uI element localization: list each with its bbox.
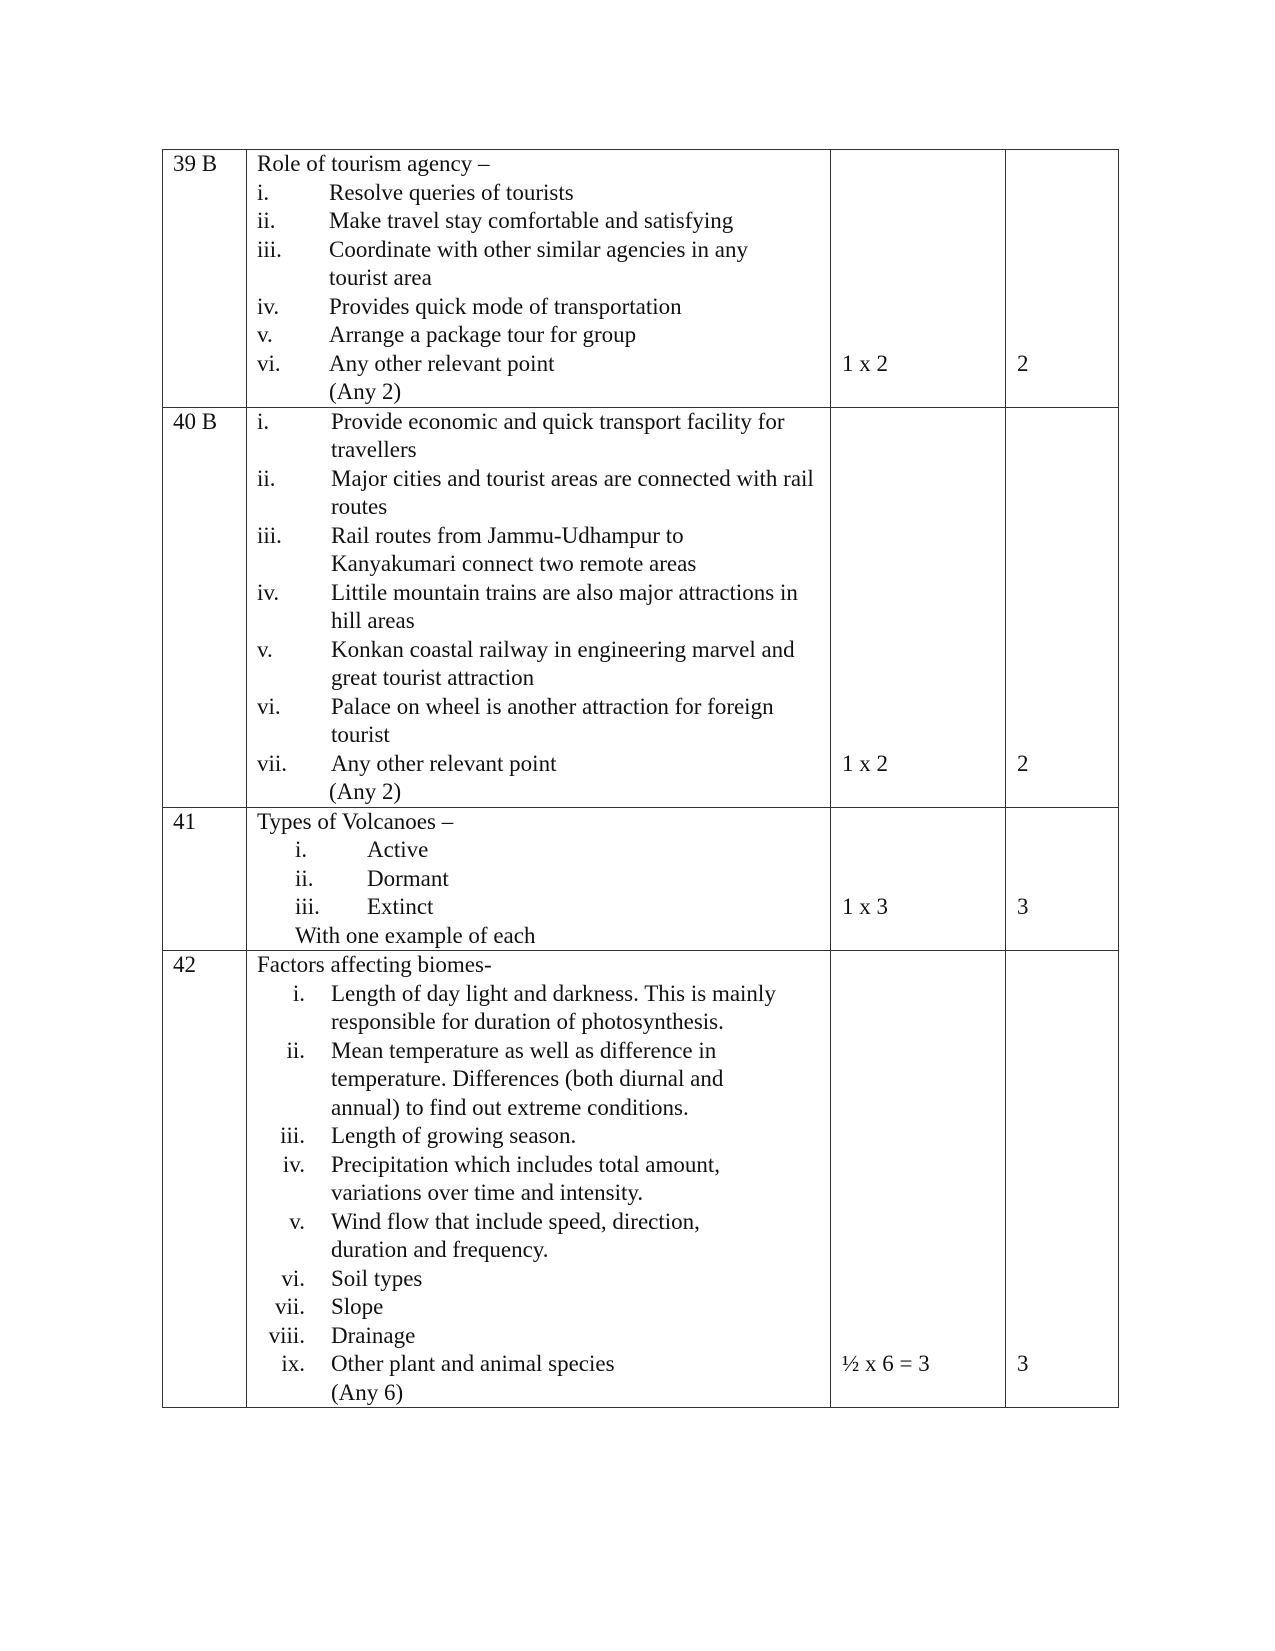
answer-cell (247, 407, 831, 807)
answer-heading: Factors affecting biomes- (257, 952, 492, 977)
answer-note: (Any 2) (329, 379, 402, 404)
answer-note: (Any 6) (331, 1379, 404, 1405)
table-row (163, 150, 1119, 408)
marks-split: 1 x 2 (831, 150, 1006, 408)
answer-heading: Role of tourism agency – (257, 151, 490, 176)
list-item: vi. Soil types (281, 1265, 423, 1291)
list-item: v. Konkan coastal railway in engineering marvel and great tourist attraction (257, 636, 795, 690)
question-number: 42 (163, 951, 247, 1408)
marks-split: ½ x 6 = 3 (831, 951, 1006, 1408)
list-item: iv. Littile mountain trains are also major attractions in hill areas (257, 579, 798, 633)
list-item: ii. Mean temperature as well as difference in temperature. Differences (both diurnal and annual) to find out extreme conditions. (286, 1037, 724, 1120)
question-number: 39 B (163, 150, 247, 408)
answer-cell (247, 150, 831, 408)
list-item: ii. Major cities and tourist areas are connected with rail routes (257, 465, 814, 519)
list-item: v. Wind flow that include speed, direction, duration and frequency. (289, 1208, 700, 1262)
list-item: iii. Coordinate with other similar agencies in any tourist area (257, 236, 748, 290)
list-item: v. Arrange a package tour for group (257, 322, 637, 347)
table-row (163, 807, 1119, 951)
list-item: vi. Palace on wheel is another attraction for foreign tourist (257, 693, 774, 747)
answer-cell (247, 807, 831, 951)
list-item: iii. Length of growing season. (280, 1123, 577, 1148)
answer-cell (247, 951, 831, 1408)
table-row (163, 407, 1119, 807)
marks-total: 2 (1006, 407, 1119, 807)
table-row (163, 951, 1119, 1408)
answer-note: With one example of each (295, 922, 536, 948)
list-item: i. Resolve queries of tourists (257, 179, 574, 205)
question-number: 41 (163, 807, 247, 951)
marks-total: 3 (1006, 951, 1119, 1408)
answer-heading: Types of Volcanoes – (257, 808, 454, 834)
marks-split: 1 x 3 (831, 807, 1006, 951)
list-item: iii. Extinct (295, 894, 434, 919)
marks-split: 1 x 2 (831, 407, 1006, 807)
marks-total: 3 (1006, 807, 1119, 951)
list-item: iii. Rail routes from Jammu-Udhampur to Kanyakumari connect two remote areas (257, 522, 697, 576)
list-item: ii. Dormant (295, 865, 449, 891)
list-item: iv. Precipitation which includes total amount, variations over time and intensity. (282, 1151, 721, 1205)
question-number: 40 B (163, 407, 247, 807)
list-item: i. Length of day light and darkness. This is mainly responsible for duration of photosynthesis. (292, 980, 776, 1034)
list-item: vii. Slope (274, 1294, 384, 1319)
list-item: ix. Other plant and animal species (281, 1351, 615, 1376)
list-item: iv. Provides quick mode of transportation (257, 293, 682, 319)
list-item: ii. Make travel stay comfortable and satisfying (257, 208, 734, 233)
marks-total: 2 (1006, 150, 1119, 408)
list-item: i. Active (295, 837, 429, 862)
list-item: vii. Any other relevant point (257, 750, 557, 776)
marking-scheme-table (162, 149, 1119, 1408)
answer-note: (Any 2) (329, 779, 402, 804)
list-item: viii. Drainage (268, 1322, 416, 1348)
list-item: vi. Any other relevant point (257, 350, 555, 376)
list-item: i. Provide economic and quick transport facility for travellers (257, 408, 785, 462)
